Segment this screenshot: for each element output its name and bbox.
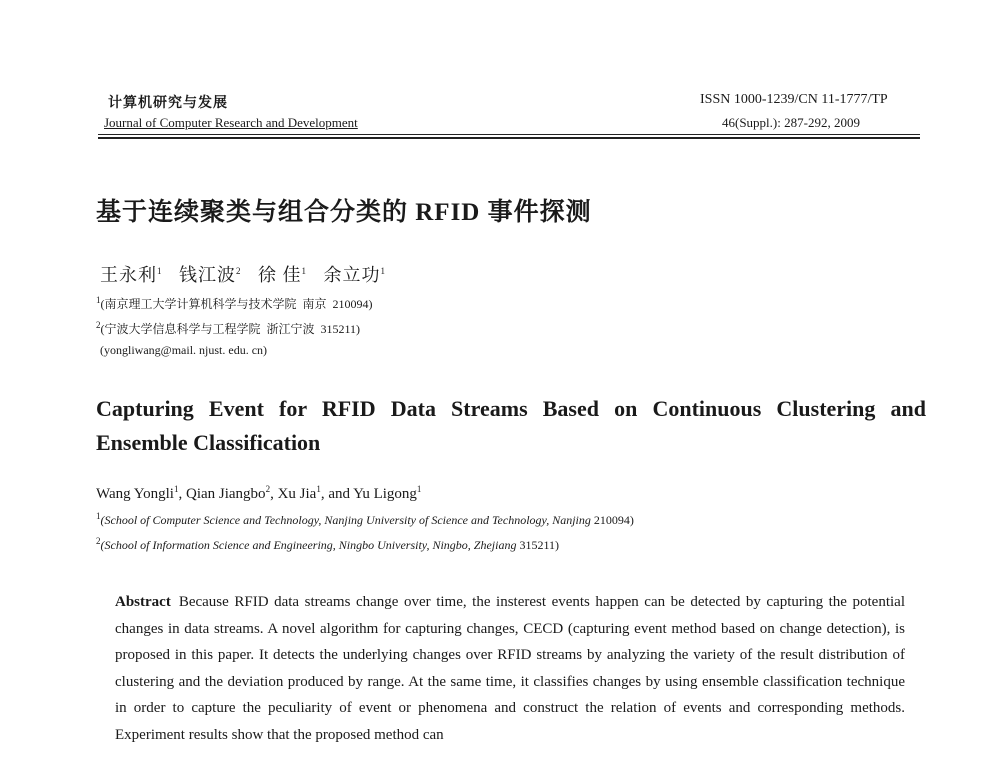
affiliation-en: $^2$(School of Information Science and Engineering, Ningbo University, Ningbo, Zhejiang 315211) [96, 536, 560, 552]
author-list-cn [100, 261, 386, 287]
affiliation-cn: $^2$(宁波大学信息科学与工程学院 浙江宁波 315211) [96, 320, 361, 336]
author-cn: 王永利$^1$ [100, 265, 163, 285]
journal-issn: ISSN 1000-1239/CN 11-1777/TP [700, 92, 888, 107]
author-en: Qian Jiangbo$^2$ [185, 484, 271, 502]
author-en: Yu Ligong$^1$ [353, 484, 422, 502]
affiliation-en: $^1$(School of Computer Science and Technology, Nanjing University of Science and Technology, Nanjing 210094) [96, 511, 634, 527]
affiliation-cn: $^1$(南京理工大学计算机科学与技术学院 南京 210094) [96, 295, 373, 311]
author-cn: 徐 佳$^1$ [258, 265, 307, 285]
author-en: Wang Yongli$^1$ [96, 484, 179, 502]
paper-title-cn: 基于连续聚类与组合分类的 RFID 事件探测 [96, 199, 592, 226]
abstract-label: Abstract [115, 594, 171, 610]
author-cn: 钱江波$^2$ [179, 265, 242, 285]
author-cn: 余立功$^1$ [323, 265, 386, 285]
journal-name-en: Journal of Computer Research and Development [104, 115, 358, 130]
paper-title-en: Capturing Event for RFID Data Streams Based on Continuous Clustering and Ensemble Classification [96, 396, 926, 455]
header-rule-thick [98, 137, 920, 139]
journal-name-cn: 计算机研究与发展 [108, 96, 228, 111]
abstract-text: Because RFID data streams change over time, the insterest events happen can be detected by capturing the potential changes in data streams. A novel algorithm for capturing changes, CECD (capturing event method based on change detection), is proposed in this paper. It detects the underlying changes over RFID streams by analyzing the variety of the result distribution of clustering and the deviation produced by range. At the same time, it classifies changes by using ensemble classification technique in order to capture the peculiarity of event or phenomena and construct the relation of events and corresponding methods. Experiment results show that the proposed method can [115, 594, 905, 743]
abstract [115, 589, 905, 748]
author-list-en: Wang Yongli$^1$, Qian Jiangbo$^2$, Xu Jia$^1$, and Yu Ligong$^1$ [96, 484, 422, 502]
author-email: (yongliwang@mail. njust. edu. cn) [100, 343, 268, 357]
header-rule-thin [98, 134, 920, 135]
author-en: Xu Jia$^1$ [277, 484, 321, 502]
journal-volume: 46(Suppl.): 287-292, 2009 [722, 115, 860, 130]
